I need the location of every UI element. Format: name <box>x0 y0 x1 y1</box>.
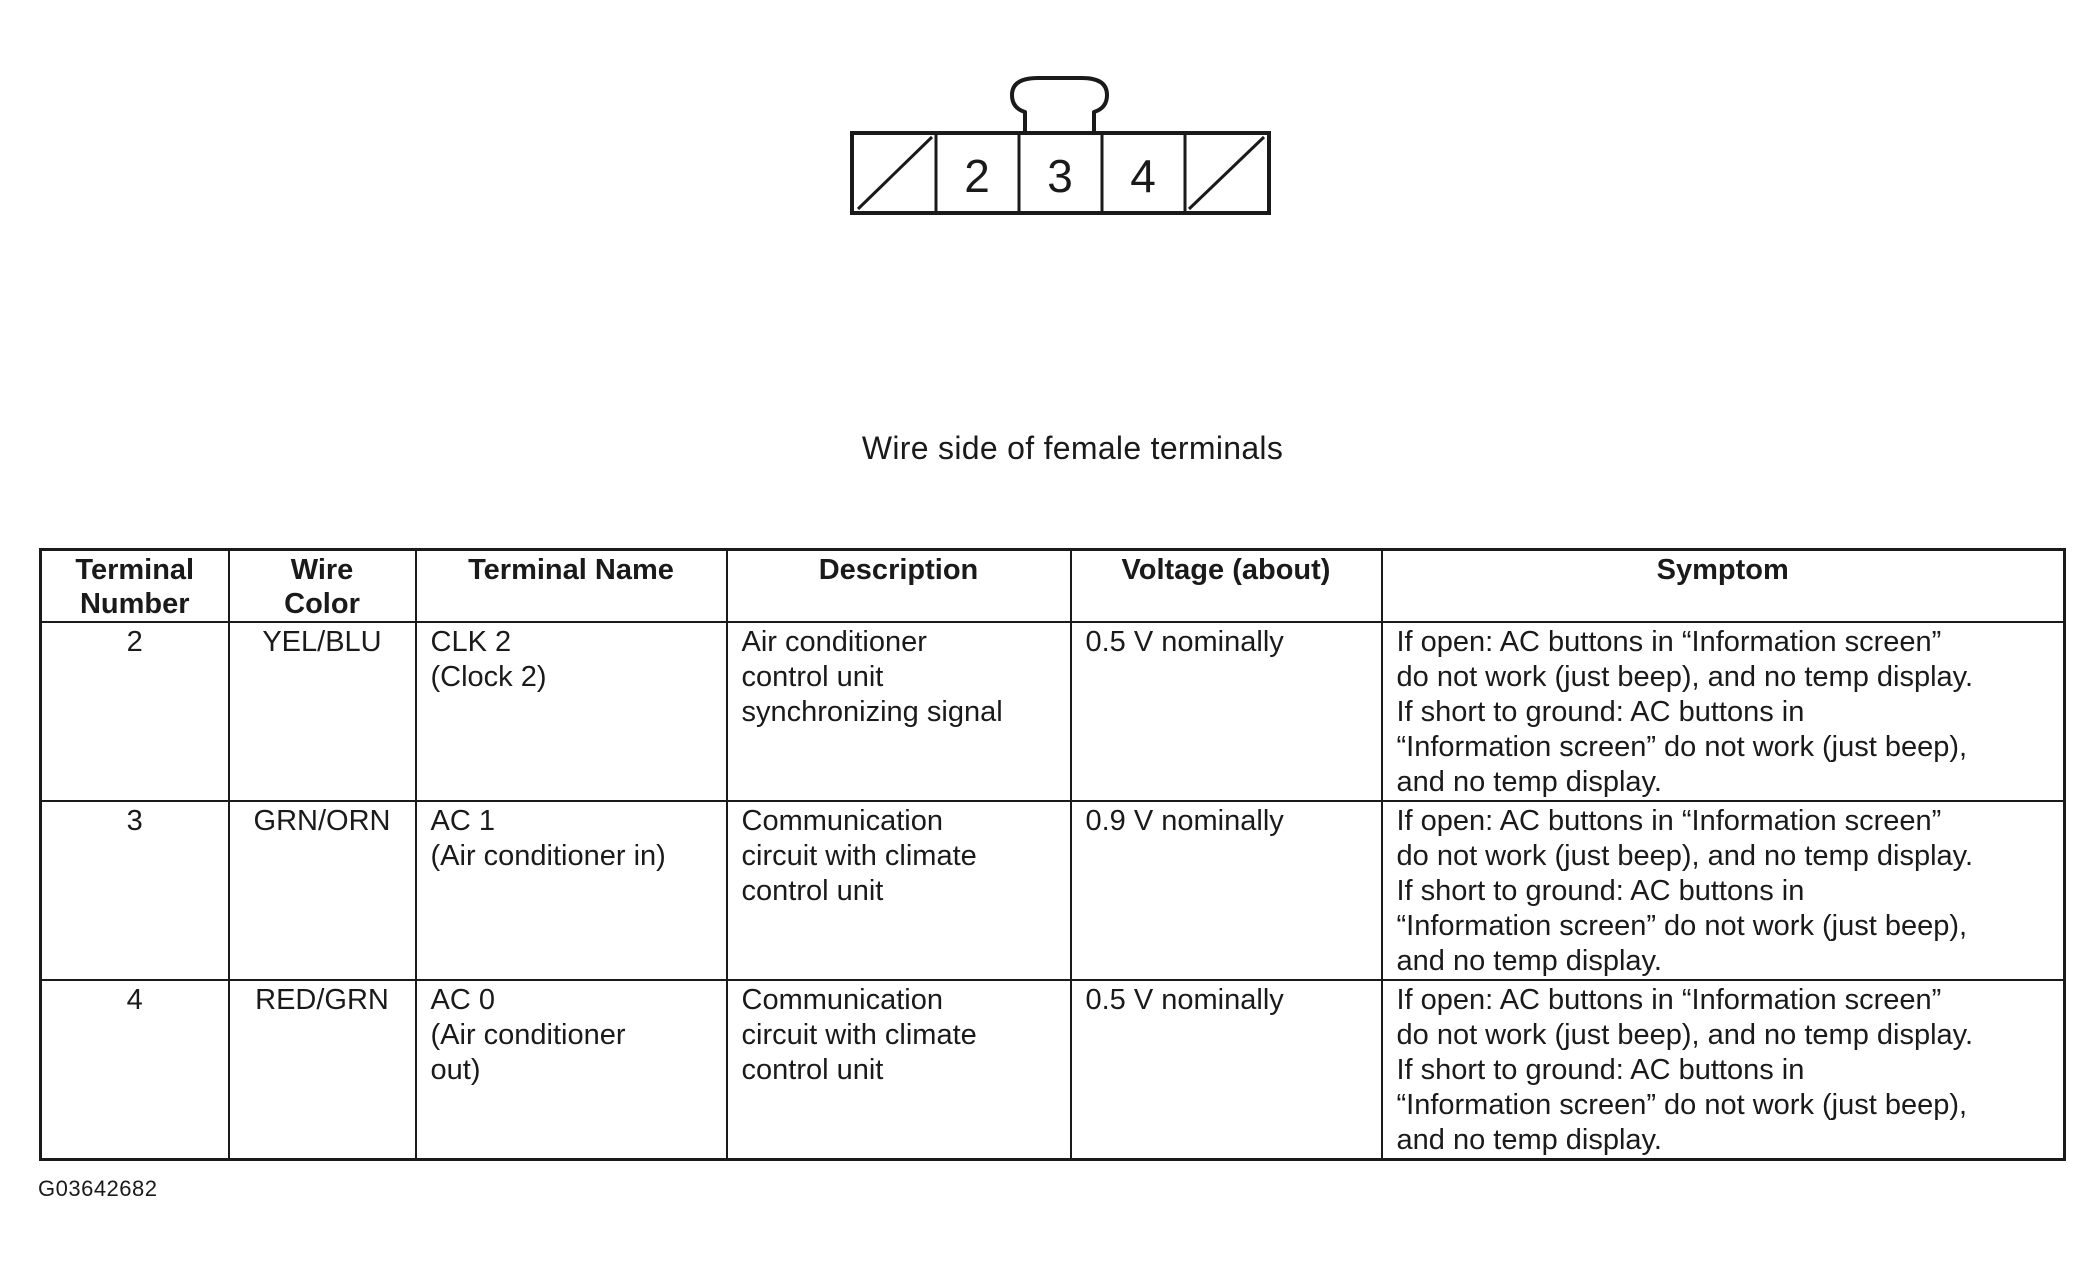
cell-terminal-name: AC 0 (Air conditioner out) <box>416 980 727 1160</box>
connector-diagram <box>0 0 2100 260</box>
cell-description: Communication circuit with climate control unit <box>727 980 1071 1160</box>
cell-terminal-name: AC 1 (Air conditioner in) <box>416 801 727 980</box>
pin-number-2: 2 <box>964 150 990 202</box>
cell-voltage: 0.5 V nominally <box>1071 980 1382 1160</box>
cell-terminal-number: 2 <box>41 622 229 801</box>
header-description: Description <box>727 550 1071 623</box>
cell-wire-color: GRN/ORN <box>229 801 416 980</box>
header-terminal-number: Terminal Number <box>41 550 229 623</box>
cell-description: Communication circuit with climate control unit <box>727 801 1071 980</box>
cell-symptom: If open: AC buttons in “Information screen” do not work (just beep), and no temp display. If short to ground: AC buttons in “Information screen” do not work (just beep), and no temp display. <box>1382 801 2065 980</box>
cell-terminal-number: 4 <box>41 980 229 1160</box>
cell-wire-color: RED/GRN <box>229 980 416 1160</box>
cell-description: Air conditioner control unit synchronizing signal <box>727 622 1071 801</box>
terminal-table <box>39 548 2066 1161</box>
cell-voltage: 0.9 V nominally <box>1071 801 1382 980</box>
connector-lock-tab <box>1012 78 1107 133</box>
figure-id: G03642682 <box>38 1176 158 1201</box>
table-header-row <box>41 550 2065 623</box>
cell-symptom: If open: AC buttons in “Information screen” do not work (just beep), and no temp display. If short to ground: AC buttons in “Information screen” do not work (just beep), and no temp display. <box>1382 980 2065 1160</box>
table-row <box>41 980 2065 1160</box>
cell-wire-color: YEL/BLU <box>229 622 416 801</box>
table-row <box>41 801 2065 980</box>
table-row <box>41 622 2065 801</box>
header-symptom: Symptom <box>1382 550 2065 623</box>
header-voltage: Voltage (about) <box>1071 550 1382 623</box>
cell-voltage: 0.5 V nominally <box>1071 622 1382 801</box>
empty-cavity-left <box>858 137 932 209</box>
diagram-caption: Wire side of female terminals <box>861 430 1284 466</box>
cell-symptom: If open: AC buttons in “Information screen” do not work (just beep), and no temp display. If short to ground: AC buttons in “Information screen” do not work (just beep), and no temp display. <box>1382 622 2065 801</box>
pin-number-3: 3 <box>1047 150 1073 202</box>
cell-terminal-name: CLK 2 (Clock 2) <box>416 622 727 801</box>
header-wire-color: Wire Color <box>229 550 416 623</box>
empty-cavity-right <box>1189 137 1264 209</box>
cell-terminal-number: 3 <box>41 801 229 980</box>
header-terminal-name: Terminal Name <box>416 550 727 623</box>
pin-number-4: 4 <box>1130 150 1156 202</box>
